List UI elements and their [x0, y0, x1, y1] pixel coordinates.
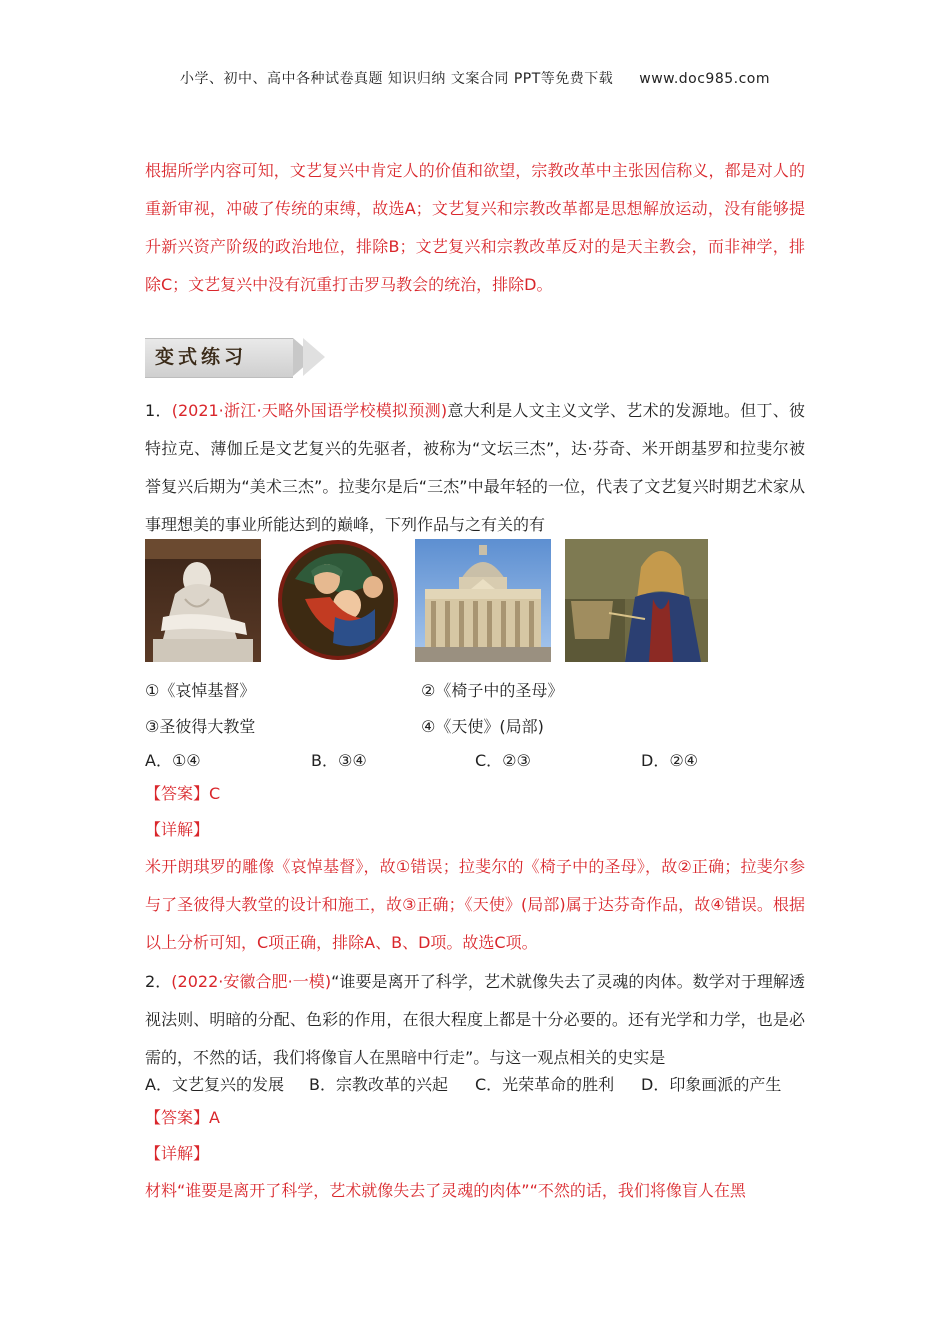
question-2-source: (2022·安徽合肥·一模) — [171, 972, 332, 991]
header-site-link[interactable]: www.doc985.com — [639, 71, 771, 87]
question-2 — [145, 963, 805, 1077]
question-2-answer — [145, 1100, 805, 1136]
question-1-stem — [145, 392, 805, 544]
question-2-text: “谁要是离开了科学，艺术就像失去了灵魂的肉体。数学对于理解透视法则、明暗的分配、色彩的作用，在很大程度上都是十分必要的。还有光学和力学，也是必需的，不然的话，我们将像盲人在黑暗中行走”。与这一观点相关的史实是 — [145, 972, 805, 1067]
detail-label: 【详解】 — [145, 1144, 210, 1163]
intro-explanation-block — [145, 152, 805, 304]
question-1-number: 1． — [145, 401, 172, 420]
answer-label: 【答案】 — [145, 1108, 210, 1127]
question-2-detail: 材料“谁要是离开了科学，艺术就像失去了灵魂的肉体”“不然的话，我们将像盲人在黑 — [145, 1181, 746, 1200]
question-2-number: 2． — [145, 972, 172, 991]
question-1-source: (2021·浙江·天略外国语学校模拟预测) — [171, 401, 448, 420]
question-2-stem — [145, 963, 805, 1077]
page-header — [0, 68, 950, 88]
annunciation-detail-image — [565, 539, 708, 662]
question-1-answer — [145, 776, 805, 812]
question-1-item: ②《椅子中的圣母》 — [421, 681, 564, 700]
question-1-item: ④《天使》(局部) — [421, 717, 544, 736]
madonna-della-seggiola-image — [275, 539, 401, 662]
intro-explanation: 根据所学内容可知，文艺复兴中肯定人的价值和欲望，宗教改革中主张因信称义，都是对人的重新审视，冲破了传统的束缚，故选A；文艺复兴和宗教改革都是思想解放运动，没有能够提升新兴资产阶级的政治地位，排除B；文艺复兴和宗教改革反对的是天主教会，而非神学，排除C；文艺复兴中没有沉重打击罗马教会的统治，排除D。 — [145, 161, 805, 294]
pieta-sculpture-image — [145, 539, 261, 662]
choice-b[interactable]: B．宗教改革的兴起 — [309, 1075, 448, 1094]
question-1-text: 意大利是人文主义文学、艺术的发源地。但丁、彼特拉克、薄伽丘是文艺复兴的先驱者，被称为“文坛三杰”，达·芬奇、米开朗基罗和拉斐尔被誉复兴后期为“美术三杰”。拉斐尔是后“三杰”中最年轻的一位，代表了文艺复兴时期艺术家从事理想美的事业所能达到的巅峰，下列作品与之有关的有 — [145, 401, 805, 534]
answer-value: A — [209, 1108, 220, 1127]
question-1-item: ③圣彼得大教堂 — [145, 717, 256, 736]
detail-label: 【详解】 — [145, 820, 210, 839]
choice-a[interactable]: A．①④ — [145, 751, 201, 770]
question-1-item: ①《哀悼基督》 — [145, 681, 256, 700]
answer-value: C — [209, 784, 221, 803]
choice-d[interactable]: D．②④ — [641, 751, 699, 770]
choice-b[interactable]: B．③④ — [311, 751, 367, 770]
choice-c[interactable]: C．②③ — [475, 751, 531, 770]
choice-d[interactable]: D．印象画派的产生 — [641, 1075, 782, 1094]
st-peters-basilica-image — [415, 539, 551, 662]
question-1 — [145, 392, 805, 544]
header-text: 小学、初中、高中各种试卷真题 知识归纳 文案合同 PPT等免费下载 — [179, 71, 614, 87]
question-1-choices — [145, 748, 805, 772]
question-1-detail: 米开朗琪罗的雕像《哀悼基督》，故①错误；拉斐尔的《椅子中的圣母》，故②正确；拉斐尔参与了圣彼得大教堂的设计和施工，故③正确；《天使》(局部)属于达芬奇作品，故④错误。根据以上分析可知，C项正确，排除A、B、D项。故选C项。 — [145, 857, 805, 952]
section-banner — [145, 334, 325, 378]
answer-label: 【答案】 — [145, 784, 210, 803]
banner-chevron-icon — [303, 338, 325, 376]
banner-title: 变式练习 — [155, 346, 248, 368]
question-1-images — [145, 539, 715, 662]
question-1-items — [145, 678, 805, 758]
question-1-answer-block — [145, 776, 805, 962]
choice-a[interactable]: A．文艺复兴的发展 — [145, 1075, 284, 1094]
choice-c[interactable]: C．光荣革命的胜利 — [475, 1075, 615, 1094]
question-2-choices — [145, 1072, 805, 1096]
question-2-answer-block — [145, 1100, 805, 1210]
